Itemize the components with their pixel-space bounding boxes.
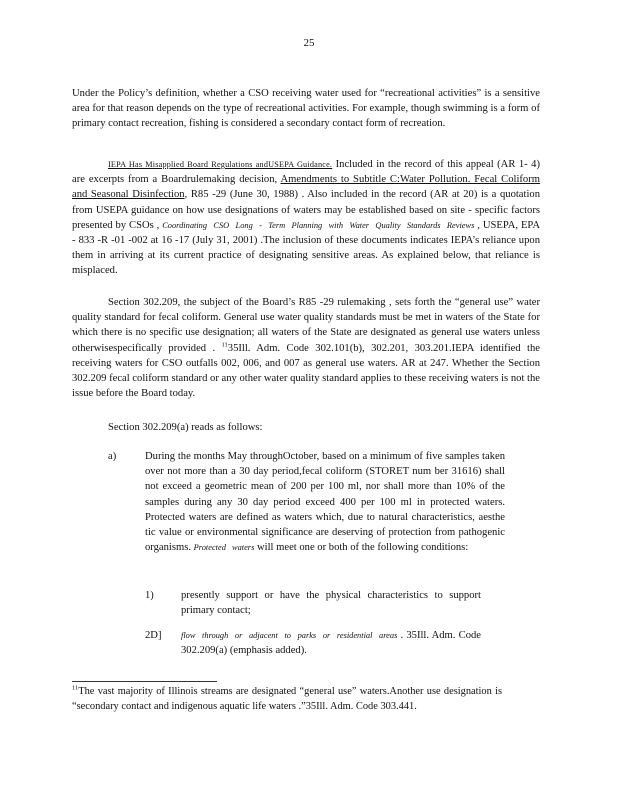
footnote-reference: 11 <box>221 341 228 349</box>
page-number: 25 <box>303 37 315 49</box>
rulemaking-citation: Amendments to Subtitle C:Water Pollution. Fecal Coliform and Seasonal Disinfection <box>72 174 540 201</box>
paragraph-reads-as-follows: Section 302.209(a) reads as follows: <box>108 422 263 433</box>
paragraph-policy-definition: Under the Policy’s definition, whether a CSO receiving water used for “recreational activities” is a sensitive area for that reason depends on the type of recreational activities. For example, though swimming is a form of primary contact recreation, fishing is considered a secondary contact form of recreation. <box>72 88 540 130</box>
emphasis-text: flow through or adjacent to parks or residential areas <box>181 631 398 640</box>
item-2-label: 2D] <box>145 630 162 641</box>
item-1-text: presently support or have the physical characteristics to support primary contact; <box>181 590 481 617</box>
item-a-label: a) <box>108 451 117 462</box>
item-a-text: During the months May throughOctober, based on a minimum of five samples taken over not more than a 30 day period,fecal coliform (STORET num ber 31616) shall not exceed a geometric mean of 200 per 100 ml, nor shall more than 10% of the samples during any 30 day period exceed 400 per 100 ml in protected waters. Protected waters are defined as waters which, due to natural characteristics, aesthe tic value or environmental significance are deserving of protection from pathogenic organisms. Protected waters will meet one or both of the following conditions: <box>145 451 505 554</box>
paragraph-iepa-misapplied: IEPA Has Misapplied Board Regulations andUSEPA Guidance. Included in the record of this appeal (AR 1- 4) are excerpts from a Boardrulemaking decision, Amendments to Subtitle C:Water Pollution. Fecal Coliform and Seasonal Disinfection, R85 -29 (June 30, 1988) . Also included in the record (AR at 20) is a quotation from USEPA guidance on how use designations of waters may be established based on site - specific factors presented by CSOs , Coordinating CSO Long - Term Planning with Water Quality Standards Reviews , USEPA, EPA - 833 -R -01 -002 at 16 -17 (July 31, 2001) .The inclusion of these documents indicates IEPA’s reliance upon them in arriving at its current practice of designating sensitive areas. As explained below, that reliance is misplaced. <box>72 159 541 277</box>
section-heading: IEPA Has Misapplied Board Regulations andUSEPA Guidance. <box>108 160 333 169</box>
footnote: $^{11}$The vast majority of Illinois streams are designated “general use” waters.Another use designation is “secondary contact and indigenous aquatic life waters .”35Ill. Adm. Code 303.441. <box>72 684 502 713</box>
item-1-label: 1) <box>145 590 154 601</box>
paragraph-section-302-209: Section 302.209, the subject of the Board’s R85 -29 rulemaking , sets forth the “general use” water quality standard for fecal coliform. General use water quality standards must be met in waters of the State for which there is no specific use designation; all waters of the State are designated as general use waters unless otherwisespecifically provided . $^{11}$35Ill. Adm. Code 302.101(b), 302.201, 303.201.IEPA identified the receiving waters for CSO outfalls 002, 006, and 007 as general use waters. AR at 247. Whether the Section 302.209 fecal coliform standard or any other water quality standard applies to these receiving waters is not the issue before the Board today. <box>72 297 540 400</box>
protected-waters-term: Protected waters <box>193 543 255 553</box>
footnote-divider <box>72 681 217 682</box>
item-2-text: flow through or adjacent to parks or residential areas . 35Ill. Adm. Code 302.209(a) (emphasis added). <box>181 630 481 657</box>
guidance-title: Coordinating CSO Long - Term Planning with Water Quality Standards Reviews <box>162 220 475 230</box>
footnote-number: 11 <box>72 684 79 692</box>
